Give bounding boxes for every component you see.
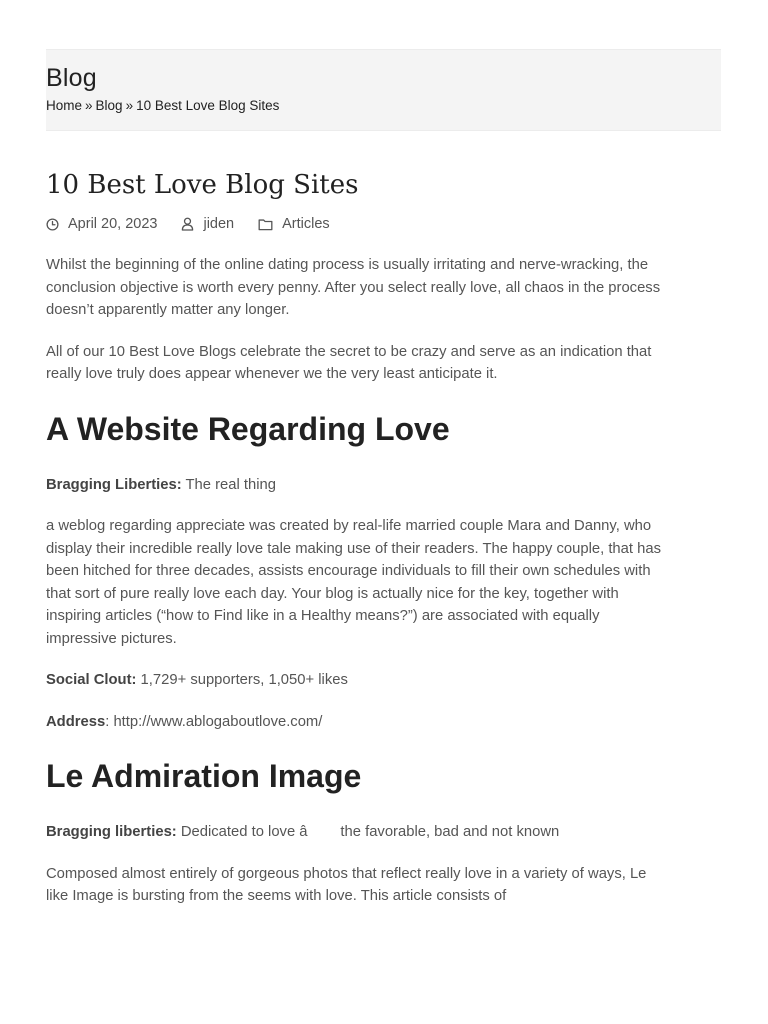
bragging-rights-label: Bragging liberties: [46, 824, 177, 840]
post-author-link[interactable]: jiden [203, 216, 235, 232]
post-content [46, 254, 661, 927]
clock-icon [46, 218, 59, 231]
page-header-band [46, 49, 721, 131]
intro-paragraph: Whilst the beginning of the online dating process is usually irritating and nerve-wracking, the conclusion objective is worth every penny. After you select really love, all chaos in the process doesn’t apparently matter any longer. [46, 257, 661, 318]
breadcrumb-home-link[interactable]: Home [46, 98, 83, 113]
address-colon: : [105, 713, 114, 730]
user-icon [181, 217, 194, 231]
address-line [46, 711, 661, 734]
breadcrumb-separator: » [125, 98, 134, 113]
bragging-rights-label: Bragging Liberties: [46, 476, 182, 493]
breadcrumb-current: 10 Best Love Blog Sites [136, 98, 280, 113]
section-heading: Le Admiration Image [46, 758, 362, 794]
bragging-rights-line [46, 821, 661, 844]
bragging-rights-value: Dedicated to love â the favorable, bad and not known [176, 824, 560, 840]
bragging-rights-line [46, 474, 661, 497]
section-heading: A Website Regarding Love [46, 410, 450, 447]
post-category [258, 216, 330, 232]
address-label: Address [46, 713, 106, 730]
breadcrumb-separator: » [85, 98, 93, 113]
folder-icon [258, 218, 273, 231]
post-date-link[interactable]: April 20, 2023 [68, 216, 158, 232]
breadcrumb-blog-link[interactable]: Blog [95, 98, 123, 113]
bragging-rights-value: The real thing [181, 476, 276, 493]
social-clout-label: Social Clout: [46, 672, 137, 688]
intro-paragraph: All of our 10 Best Love Blogs celebrate the secret to be crazy and serve as an indication that really love truly does appear whenever we the very least anticipate it. [46, 343, 652, 382]
social-clout-line [46, 669, 661, 692]
address-link[interactable]: http://www.ablogaboutlove.com/ [113, 713, 323, 730]
section-body: a weblog regarding appreciate was created by real-life married couple Mara and Danny, who display their incredible really love tale making use of their readers. The happy couple, that has been hitched for three decades, assists encourage individuals to fill their own schedules with that sort of pure really love each day. Your blog is actually nice for the key, together with inspiring articles (“how to Find like in a Healthy means?”) are associated with equally impressive pictures. [46, 518, 661, 647]
section-body: Composed almost entirely of gorgeous photos that reflect really love in a variety of ways, Le like Image is bursting from the seems with love. This article consists of [46, 865, 647, 904]
post-author [181, 216, 234, 232]
social-clout-value: 1,729+ supporters, 1,050+ likes [136, 672, 348, 688]
post-meta [46, 213, 354, 235]
post-category-link[interactable]: Articles [282, 216, 330, 232]
breadcrumb [46, 98, 279, 113]
post-title: 10 Best Love Blog Sites [46, 170, 359, 200]
post-date [46, 216, 157, 232]
page-title: Blog [46, 64, 97, 92]
